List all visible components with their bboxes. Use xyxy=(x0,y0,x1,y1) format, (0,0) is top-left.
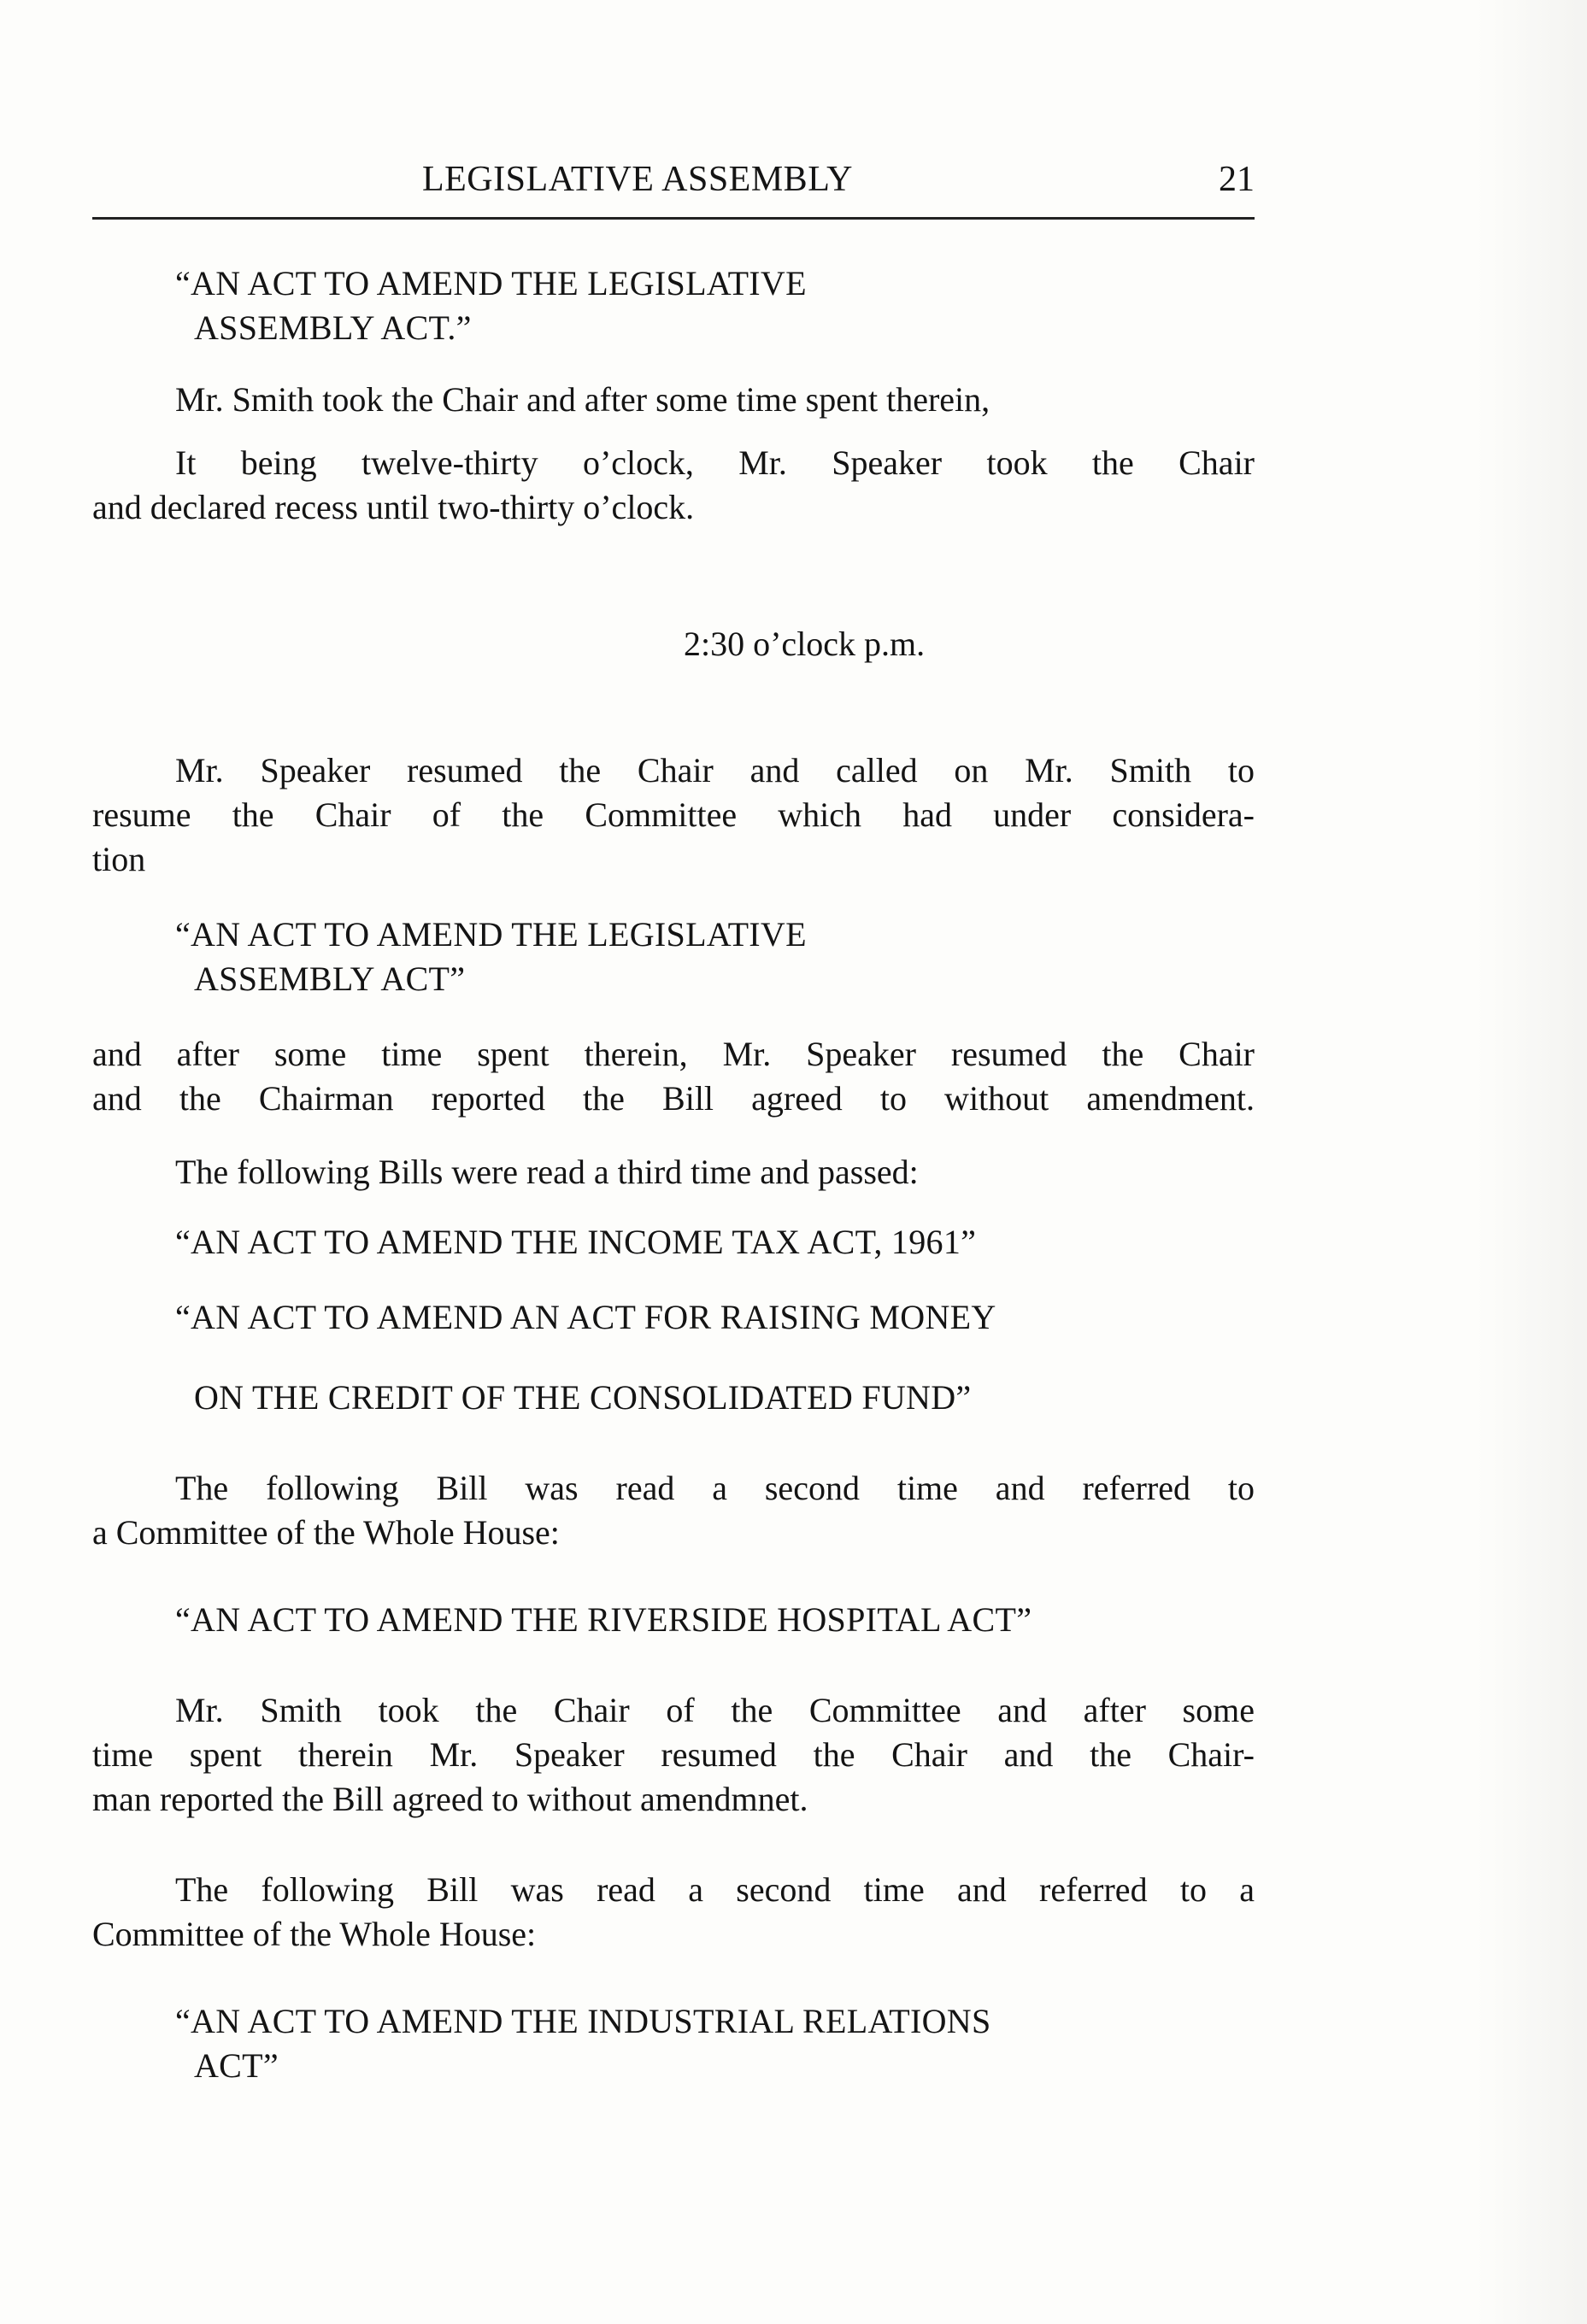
paragraph-8 xyxy=(92,1868,1255,1957)
paragraph-6-line-1: The following Bill was read a second time and referred to xyxy=(175,1469,1255,1507)
paragraph-3-line-3: tion xyxy=(92,840,146,878)
paragraph-2-line-1: It being twelve-thirty o’clock, Mr. Speaker took the Chair xyxy=(175,443,1255,482)
paragraph-6 xyxy=(92,1466,1255,1555)
act-title-1-line-1: “AN ACT TO AMEND THE LEGISLATIVE xyxy=(175,264,807,302)
act-title-4-line-1: “AN ACT TO AMEND AN ACT FOR RAISING MONEY xyxy=(175,1298,996,1336)
paragraph-8-line-2: Committee of the Whole House: xyxy=(92,1915,537,1953)
paper-edge xyxy=(1476,0,1587,2324)
header-rule xyxy=(92,217,1255,220)
session-time: 2:30 o’clock p.m. xyxy=(684,625,926,663)
paragraph-7-line-1: Mr. Smith took the Chair of the Committee and after some xyxy=(175,1691,1255,1729)
act-title-2 xyxy=(175,913,807,1001)
act-title-1 xyxy=(175,261,807,350)
act-title-4 xyxy=(175,1295,996,1420)
paragraph-3-line-1: Mr. Speaker resumed the Chair and called on Mr. Smith to xyxy=(175,751,1255,789)
act-title-6-line-2: ACT” xyxy=(194,2046,279,2085)
act-title-2-line-1: “AN ACT TO AMEND THE LEGISLATIVE xyxy=(175,915,807,954)
paragraph-1: Mr. Smith took the Chair and after some time spent therein, xyxy=(175,380,990,419)
paragraph-5: The following Bills were read a third time and passed: xyxy=(175,1153,919,1191)
act-title-3: “AN ACT TO AMEND THE INCOME TAX ACT, 1961” xyxy=(175,1223,977,1261)
paragraph-4-line-2: and the Chairman reported the Bill agreed to without amendment. xyxy=(92,1079,1255,1118)
paragraph-7 xyxy=(92,1688,1255,1822)
running-title: LEGISLATIVE ASSEMBLY xyxy=(422,160,853,199)
act-title-1-line-2: ASSEMBLY ACT.” xyxy=(194,308,472,347)
act-title-6-line-1: “AN ACT TO AMEND THE INDUSTRIAL RELATIONS xyxy=(175,2002,991,2040)
page-header xyxy=(92,159,1255,208)
page-number: 21 xyxy=(1219,160,1255,199)
act-title-5: “AN ACT TO AMEND THE RIVERSIDE HOSPITAL ACT” xyxy=(175,1600,1032,1639)
paragraph-2-line-2: and declared recess until two-thirty o’clock. xyxy=(92,488,695,526)
paragraph-6-line-2: a Committee of the Whole House: xyxy=(92,1513,560,1552)
paragraph-3 xyxy=(92,748,1255,882)
paragraph-4 xyxy=(92,1032,1255,1121)
paragraph-8-line-1: The following Bill was read a second time and referred to a xyxy=(175,1870,1255,1909)
act-title-6 xyxy=(175,1999,991,2088)
paragraph-4-line-1: and after some time spent therein, Mr. Speaker resumed the Chair xyxy=(92,1035,1255,1073)
paragraph-3-line-2: resume the Chair of the Committee which had under considera- xyxy=(92,795,1255,834)
paragraph-7-line-3: man reported the Bill agreed to without amendmnet. xyxy=(92,1780,808,1818)
paragraph-2 xyxy=(92,441,1255,530)
act-title-4-line-2: ON THE CREDIT OF THE CONSOLIDATED FUND” xyxy=(194,1378,972,1417)
act-title-2-line-2: ASSEMBLY ACT” xyxy=(194,960,466,998)
paragraph-7-line-2: time spent therein Mr. Speaker resumed the Chair and the Chair- xyxy=(92,1735,1255,1774)
